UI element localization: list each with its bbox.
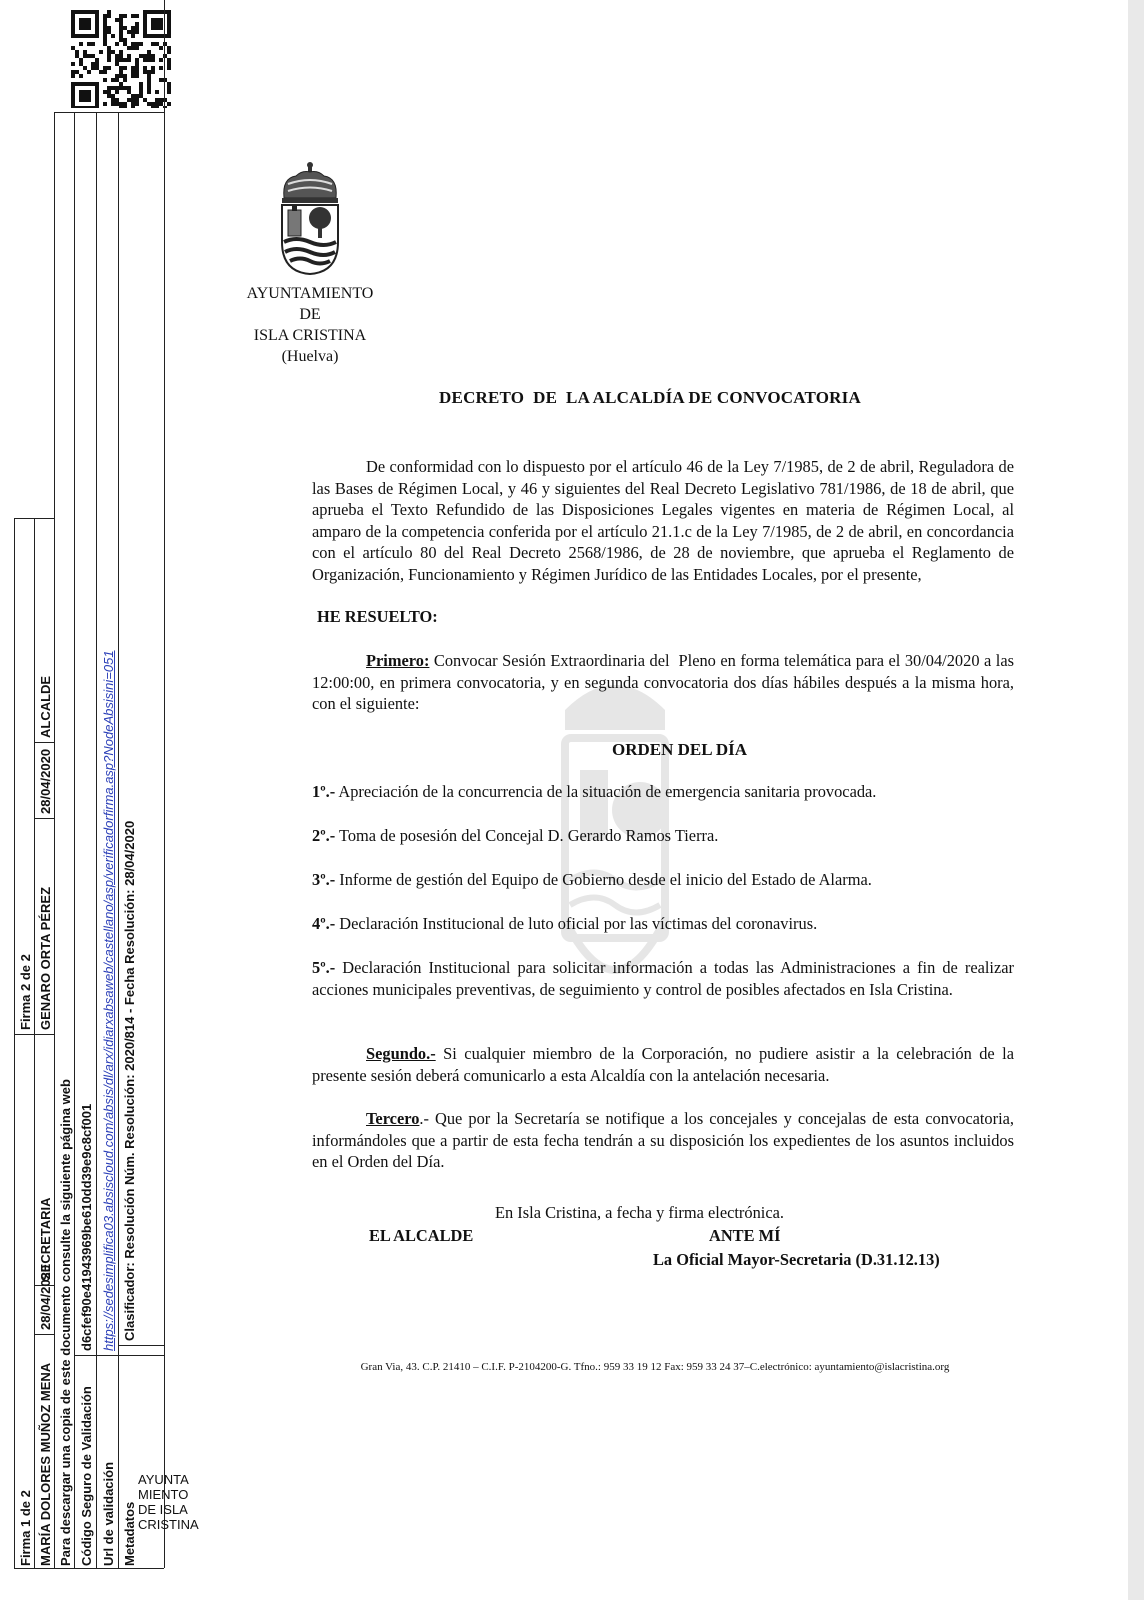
- firma2-label: Firma 2 de 2: [18, 954, 33, 1030]
- signature-strip: [14, 0, 166, 1568]
- intro-paragraph: De conformidad con lo dispuesto por el artículo 46 de la Ley 7/1985, de 2 de abril, Reguladora de las Bases de Régimen Local, y 46 y siguientes del Real Decreto Legislativo 781/1986, de 18 de abril, que aprueba el Texto Refundido de las Disposiciones Legales vigentes en materia de Régimen Local, al amparo de la competencia conferida por el artículo 21.1.c de la Ley 7/1985, de 2 de abril, en concordancia con el artículo 80 del Real Decreto 2568/1986, de 28 de noviembre, que aprueba el Reglamento de Organización, Funcionamiento y Régimen Jurídico de las Entidades Locales, por el presente,: [312, 457, 1014, 584]
- signature-ante-mi: ANTE MÍ: [709, 1226, 781, 1245]
- page-edge-shadow: [1128, 0, 1144, 1600]
- firma1-name: MARÍA DOLORES MUÑOZ MENA: [38, 1362, 53, 1566]
- signature-secretaria: La Oficial Mayor-Secretaria (D.31.12.13): [653, 1250, 940, 1269]
- firma1-label: Firma 1 de 2: [18, 1490, 33, 1566]
- ayuntamiento-stamp: AYUNTA MIENTO DE ISLA CRISTINA: [138, 1472, 199, 1532]
- firma1-role: SECRETARIA: [38, 1197, 53, 1281]
- organization-header: AYUNTAMIENTO DE ISLA CRISTINA (Huelva): [246, 285, 374, 365]
- qr-code: [69, 10, 173, 108]
- agenda-item-5: 5º.- Declaración Institucional para solicitar información a todas las Administraciones a fin de realizar acciones municipales preventivas, de seguimiento y control de posibles afectados en Isla Cristina.: [312, 958, 1014, 999]
- document-title: DECRETO DE LA ALCALDÍA DE CONVOCATORIA: [439, 388, 861, 407]
- validation-url-link[interactable]: https://sedesimplifica03.absiscloud.com/absis/dl/arx/idiarxabsaweb/castellano/asp/verificadorfirma.asp?NodeAbsisini=051: [101, 650, 116, 1351]
- agenda-item-1: 1º.- Apreciación de la concurrencia de la situación de emergencia sanitaria provocada.: [312, 782, 877, 801]
- agenda-item-2: 2º.- Toma de posesión del Concejal D. Gerardo Ramos Tierra.: [312, 826, 719, 845]
- resolution-heading: HE RESUELTO:: [317, 607, 438, 626]
- primero-paragraph: Primero: Convocar Sesión Extraordinaria del Pleno en forma telemática para el 30/04/2020 a las 12:00:00, en primera convocatoria, y en segunda convocatoria dos días hábiles después a la misma hora, con el siguiente:: [312, 651, 1019, 713]
- metadata-label: Metadatos: [122, 1501, 137, 1566]
- signature-alcalde: EL ALCALDE: [369, 1226, 474, 1245]
- firma2-name: GENARO ORTA PÉREZ: [38, 886, 53, 1030]
- tercero-paragraph: Tercero.- Que por la Secretaría se notifique a los concejales y concejalas de esta convocatoria, informándoles que a partir de esta fecha tendrán a su disposición los expedientes de los asuntos incluidos en el Orden del Día.: [312, 1109, 1014, 1171]
- download-text: Para descargar una copia de este documento consulte la siguiente página web: [58, 1079, 73, 1566]
- footer-address: Gran Via, 43. C.P. 21410 – C.I.F. P-2104200-G. Tfno.: 959 33 19 12 Fax: 959 33 24 37–C.electrónico: ayuntamiento@islacristina.org: [360, 1361, 950, 1373]
- firma2-date: 28/04/2020: [38, 748, 53, 814]
- firma2-role: ALCALDE: [38, 675, 53, 738]
- agenda-title: ORDEN DEL DÍA: [612, 740, 748, 759]
- segundo-paragraph: Segundo.- Si cualquier miembro de la Corporación, no pudiere asistir a la celebración de la presente sesión deberá comunicarlo a esta Alcaldía con la antelación necesaria.: [312, 1044, 1014, 1085]
- firma1-date: 28/04/2020: [38, 1264, 53, 1330]
- coat-of-arms-logo: [278, 160, 342, 276]
- csv-label: Código Seguro de Validación: [79, 1386, 94, 1566]
- agenda-item-4: 4º.- Declaración Institucional de luto oficial por las víctimas del coronavirus.: [312, 914, 818, 933]
- url-label: Url de validación: [101, 1461, 116, 1566]
- csv-value: d6cfef90e41943969be610dd39e9c8cf001: [79, 1103, 94, 1351]
- place-date-line: En Isla Cristina, a fecha y firma electrónica.: [495, 1203, 784, 1222]
- metadata-value: Clasificador: Resolución Núm. Resolución: 2020/814 - Fecha Resolución: 28/04/2020: [122, 820, 137, 1341]
- agenda-item-3: 3º.- Informe de gestión del Equipo de Gobierno desde el inicio del Estado de Alarma.: [312, 870, 872, 889]
